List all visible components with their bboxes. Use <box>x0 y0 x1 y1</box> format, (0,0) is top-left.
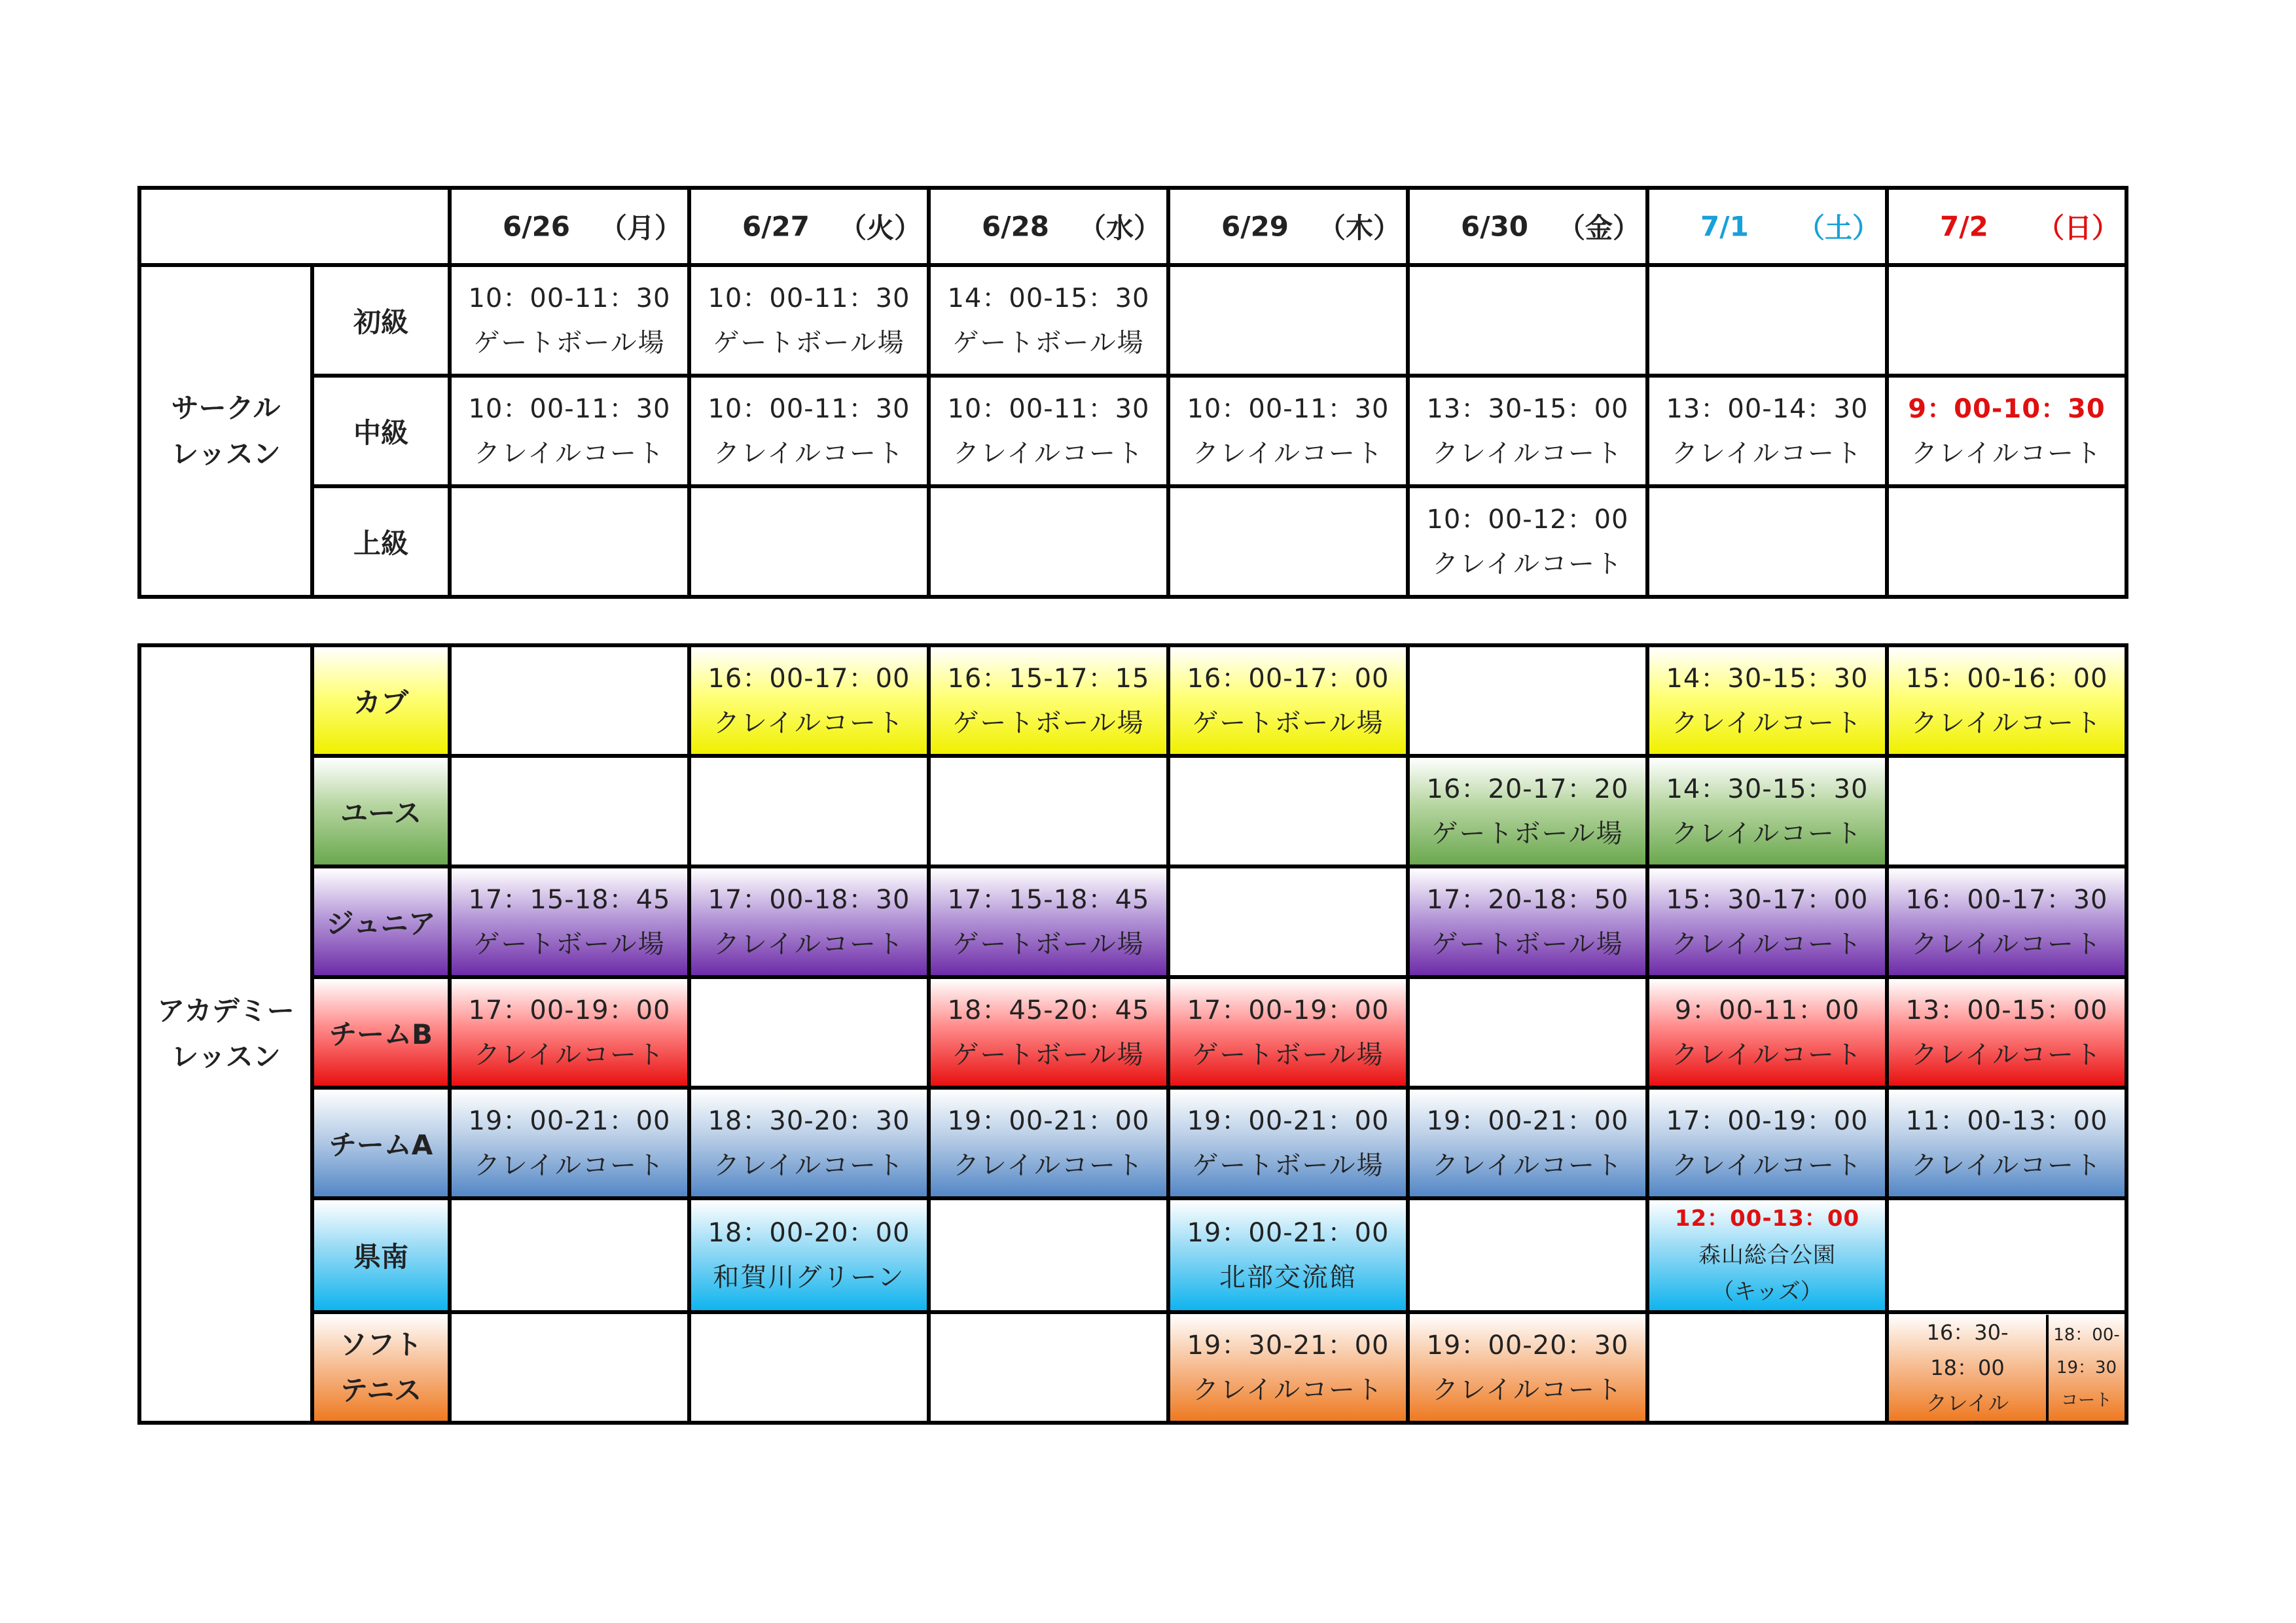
session-venue: クレイルコート <box>1911 438 2102 469</box>
schedule-cell <box>450 1088 689 1198</box>
session-time: 14：30-15：30 <box>1666 774 1869 804</box>
empty-cell <box>450 1312 689 1423</box>
session-venue: ゲートボール場 <box>1431 818 1624 849</box>
empty-cell <box>450 645 689 756</box>
schedule-cell <box>929 645 1168 756</box>
schedule-cell <box>1887 1312 2126 1423</box>
session-time: 10：00-11：30 <box>708 393 910 424</box>
empty-cell <box>1887 265 2126 376</box>
session-time: 19：00-21：00 <box>1426 1105 1629 1136</box>
group-label: サークル レッスン <box>139 265 312 597</box>
session-venue: 和賀川グリーン <box>713 1262 905 1293</box>
session-time: 16：15-17：15 <box>947 663 1150 694</box>
session-part <box>1889 1315 2049 1421</box>
empty-cell <box>1408 977 1647 1088</box>
empty-cell <box>1408 1198 1647 1312</box>
schedule-cell <box>1887 1088 2126 1198</box>
empty-cell <box>1887 1198 2126 1312</box>
session-time: 17：15-18：45 <box>468 884 671 915</box>
session-time: 12：00-13：00 <box>1674 1205 1860 1232</box>
session-venue: クレイルコート <box>953 1150 1144 1181</box>
session-venue: ゲートボール場 <box>1192 707 1384 738</box>
empty-cell <box>689 486 929 597</box>
schedule-cell <box>1647 866 1887 977</box>
empty-cell <box>1168 866 1408 977</box>
empty-cell <box>1887 756 2126 866</box>
level-label: 上級 <box>312 486 450 597</box>
empty-cell <box>929 756 1168 866</box>
schedule-cell <box>929 977 1168 1088</box>
schedule-cell <box>1168 977 1408 1088</box>
empty-cell <box>1408 645 1647 756</box>
session-time: 13：30-15：00 <box>1426 393 1629 424</box>
session-venue: クレイルコート <box>1672 438 1863 469</box>
session-venue: ゲートボール場 <box>713 327 905 358</box>
session-venue: クレイル <box>1926 1390 2009 1416</box>
schedule-cell <box>1408 756 1647 866</box>
session-venue: ゲートボール場 <box>952 929 1145 959</box>
session-venue: ゲートボール場 <box>952 707 1145 738</box>
session-venue: ゲートボール場 <box>473 929 666 959</box>
session-time: 17：15-18：45 <box>947 884 1150 915</box>
schedule-cell <box>1408 1088 1647 1198</box>
level-label: 初級 <box>312 265 450 376</box>
day-header: 6/28 （水） <box>929 188 1168 265</box>
session-time: 16：00-17：00 <box>1187 663 1390 694</box>
date-header-row <box>139 188 2126 265</box>
session-time: 17：00-18：30 <box>708 884 910 915</box>
schedule-row <box>139 645 2126 756</box>
session-time: 9：00-11：00 <box>1674 995 1860 1026</box>
schedule-cell <box>689 1198 929 1312</box>
schedule-cell <box>1647 645 1887 756</box>
empty-cell <box>1647 1312 1887 1423</box>
schedule-cell <box>689 866 929 977</box>
schedule-row <box>139 1312 2126 1423</box>
session-venue: クレイルコート <box>1432 1150 1623 1181</box>
empty-cell <box>929 1198 1168 1312</box>
session-time: 18：45-20：45 <box>947 995 1150 1026</box>
session-time: 9：00-10：30 <box>1908 393 2106 424</box>
session-venue: クレイルコート <box>1911 707 2102 738</box>
day-header: 7/2 （日） <box>1887 188 2126 265</box>
session-venue: 北部交流館 <box>1219 1262 1357 1293</box>
empty-cell <box>450 1198 689 1312</box>
session-venue: クレイルコート <box>1672 1039 1863 1070</box>
session-time: 13：00-14：30 <box>1666 393 1869 424</box>
schedule-cell <box>1887 977 2126 1088</box>
session-venue: クレイルコート <box>713 1150 905 1181</box>
schedule-cell <box>1647 1088 1887 1198</box>
session-venue: ゲートボール場 <box>952 1039 1145 1070</box>
session-time: 17：00-19：00 <box>1666 1105 1869 1136</box>
empty-cell <box>1168 756 1408 866</box>
session-time: 18：00-20：00 <box>708 1218 910 1248</box>
schedule-cell <box>1647 977 1887 1088</box>
session-venue: クレイルコート <box>713 438 905 469</box>
session-time: 19：00-20：30 <box>1426 1330 1629 1361</box>
session-time: 18：00- <box>2053 1325 2120 1345</box>
session-time: 10：00-12：00 <box>1426 504 1629 535</box>
session-venue: クレイルコート <box>713 707 905 738</box>
level-label: ユース <box>312 756 450 866</box>
session-time: 13：00-15：00 <box>1905 995 2108 1026</box>
empty-cell <box>689 977 929 1088</box>
session-venue: クレイルコート <box>1193 1374 1384 1405</box>
day-header: 7/1 （土） <box>1647 188 1887 265</box>
day-header: 6/29 （木） <box>1168 188 1408 265</box>
level-label: ソフト テニス <box>312 1312 450 1423</box>
schedule-cell <box>929 376 1168 486</box>
session-venue: 森山総合公園 <box>1698 1242 1836 1268</box>
session-venue: クレイルコート <box>1432 1374 1623 1405</box>
schedule-cell <box>450 977 689 1088</box>
session-time: 19：00-21：00 <box>947 1105 1150 1136</box>
session-venue: ゲートボール場 <box>1192 1039 1384 1070</box>
schedule-cell <box>450 265 689 376</box>
session-time: 10：00-11：30 <box>1187 393 1390 424</box>
session-time: 19：00-21：00 <box>1187 1218 1390 1248</box>
session-time: 15：00-16：00 <box>1905 663 2108 694</box>
schedule-row <box>139 1198 2126 1312</box>
schedule-cell <box>450 866 689 977</box>
session-time: 19：00-21：00 <box>468 1105 671 1136</box>
session-time: 11：00-13：00 <box>1905 1105 2108 1136</box>
empty-cell <box>450 756 689 866</box>
circle-lesson-table <box>137 186 2128 599</box>
session-time: 10：00-11：30 <box>708 283 910 313</box>
schedule-cell <box>929 866 1168 977</box>
empty-cell <box>1647 486 1887 597</box>
session-time: 17：20-18：50 <box>1426 884 1629 915</box>
empty-cell <box>1168 486 1408 597</box>
schedule-cell <box>1168 645 1408 756</box>
session-time: 19：00-21：00 <box>1187 1105 1390 1136</box>
session-time: 19：30 <box>2056 1357 2117 1378</box>
session-venue: クレイルコート <box>1672 707 1863 738</box>
level-label: カブ <box>312 645 450 756</box>
session-part <box>2049 1315 2125 1421</box>
schedule-cell <box>1408 486 1647 597</box>
schedule-cell <box>1647 1198 1887 1312</box>
session-time: 17：00-19：00 <box>468 995 671 1026</box>
session-venue: クレイルコート <box>474 1150 665 1181</box>
empty-cell <box>929 1312 1168 1423</box>
schedule-cell <box>1647 756 1887 866</box>
session-venue: クレイルコート <box>953 438 1144 469</box>
schedule-cell <box>1168 1312 1408 1423</box>
schedule-cell <box>689 645 929 756</box>
split-session <box>1889 1315 2125 1421</box>
session-time: 16：00-17：30 <box>1905 884 2108 915</box>
day-header: 6/30 （金） <box>1408 188 1647 265</box>
session-venue: ゲートボール場 <box>952 327 1145 358</box>
session-time: 14：30-15：30 <box>1666 663 1869 694</box>
session-time: 10：00-11：30 <box>468 393 671 424</box>
schedule-cell <box>450 376 689 486</box>
level-label: 県南 <box>312 1198 450 1312</box>
group-label: アカデミー レッスン <box>139 645 312 1423</box>
session-venue: クレイルコート <box>1193 438 1384 469</box>
session-venue: クレイルコート <box>1672 1150 1863 1181</box>
empty-cell <box>929 486 1168 597</box>
level-label: ジュニア <box>312 866 450 977</box>
empty-cell <box>1408 265 1647 376</box>
schedule-cell <box>929 1088 1168 1198</box>
day-header: 6/26 （月） <box>450 188 689 265</box>
session-time: 16：30- <box>1926 1319 2009 1345</box>
session-time: 10：00-11：30 <box>468 283 671 313</box>
schedule-row <box>139 977 2126 1088</box>
corner-cell <box>139 188 450 265</box>
session-venue: クレイルコート <box>1432 438 1623 469</box>
schedule-row <box>139 376 2126 486</box>
schedule-row <box>139 1088 2126 1198</box>
session-time: 16：00-17：00 <box>708 663 910 694</box>
schedule-cell <box>1887 376 2126 486</box>
schedule-cell <box>1168 1088 1408 1198</box>
schedule-cell <box>689 376 929 486</box>
schedule-row <box>139 866 2126 977</box>
schedule-cell <box>1647 376 1887 486</box>
schedule-cell <box>1408 866 1647 977</box>
session-note: （キッズ） <box>1712 1279 1823 1305</box>
schedule-row <box>139 265 2126 376</box>
session-time: 15：30-17：00 <box>1666 884 1869 915</box>
schedule-cell <box>1408 376 1647 486</box>
level-label: チームB <box>312 977 450 1088</box>
schedule-cell <box>689 265 929 376</box>
session-venue: ゲートボール場 <box>473 327 666 358</box>
session-venue: クレイルコート <box>1911 1150 2102 1181</box>
schedule-cell <box>1887 645 2126 756</box>
session-time: 10：00-11：30 <box>947 393 1150 424</box>
session-time: 16：20-17：20 <box>1426 774 1629 804</box>
session-venue: クレイルコート <box>1911 1039 2102 1070</box>
empty-cell <box>1647 265 1887 376</box>
session-time: 18：00 <box>1930 1355 2005 1380</box>
schedule-cell <box>1408 1312 1647 1423</box>
session-time: 19：30-21：00 <box>1187 1330 1390 1361</box>
empty-cell <box>1887 486 2126 597</box>
schedule-cell <box>689 1088 929 1198</box>
session-venue: クレイルコート <box>1672 818 1863 849</box>
empty-cell <box>1168 265 1408 376</box>
schedule-cell <box>1168 1198 1408 1312</box>
level-label: 中級 <box>312 376 450 486</box>
day-header: 6/27 （火） <box>689 188 929 265</box>
schedule-cell <box>929 265 1168 376</box>
session-venue: クレイルコート <box>1911 929 2102 959</box>
session-venue: クレイルコート <box>713 929 905 959</box>
session-time: 14：00-15：30 <box>947 283 1150 313</box>
empty-cell <box>689 1312 929 1423</box>
session-time: 17：00-19：00 <box>1187 995 1390 1026</box>
empty-cell <box>450 486 689 597</box>
session-venue: コート <box>2060 1390 2112 1410</box>
schedule-row <box>139 756 2126 866</box>
empty-cell <box>689 756 929 866</box>
schedule-row <box>139 486 2126 597</box>
session-venue: クレイルコート <box>1432 548 1623 579</box>
session-time: 18：30-20：30 <box>708 1105 910 1136</box>
session-venue: ゲートボール場 <box>1192 1150 1384 1181</box>
schedule-cell <box>1168 376 1408 486</box>
session-venue: クレイルコート <box>1672 929 1863 959</box>
level-label: チームA <box>312 1088 450 1198</box>
academy-lesson-table <box>137 643 2128 1425</box>
session-venue: クレイルコート <box>474 1039 665 1070</box>
session-venue: ゲートボール場 <box>1431 929 1624 959</box>
schedule-cell <box>1887 866 2126 977</box>
session-venue: クレイルコート <box>474 438 665 469</box>
